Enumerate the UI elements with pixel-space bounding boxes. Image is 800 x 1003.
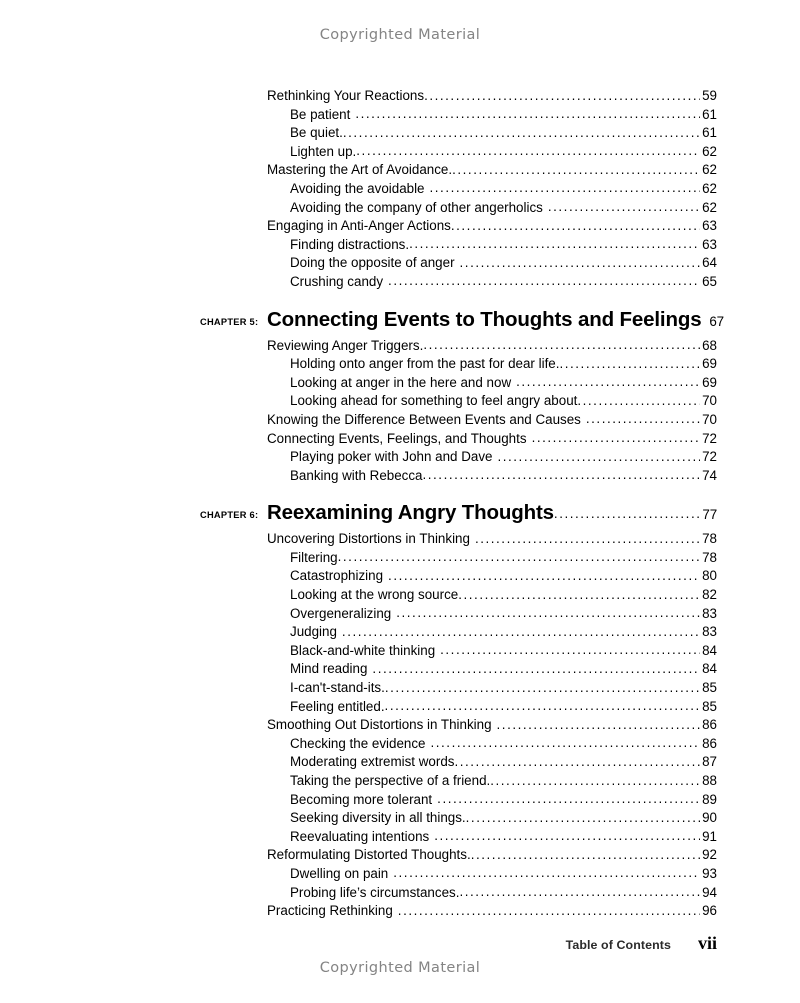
toc-entry — [267, 531, 717, 546]
toc-page-number: 78 — [702, 531, 717, 547]
toc-entry-label: Banking with Rebecca — [290, 467, 423, 483]
toc-entry — [290, 274, 717, 289]
section-spacer — [200, 486, 717, 501]
toc-entry — [290, 866, 717, 881]
toc-entry-label: Reformulating Distorted Thoughts. — [267, 847, 471, 863]
toc-entry-row[interactable] — [200, 773, 717, 792]
toc-entry-row[interactable] — [200, 393, 717, 412]
chapter-number-label: CHAPTER 5: — [200, 316, 259, 327]
toc-page-number: 86 — [702, 717, 717, 733]
toc-entry-row[interactable] — [200, 829, 717, 848]
page-footer — [200, 933, 717, 954]
toc-entry-label: Black-and-white thinking — [290, 642, 436, 658]
toc-page-number: 78 — [702, 549, 717, 565]
toc-entry-label: Looking at anger in the here and now — [290, 374, 512, 390]
toc-page-number: 62 — [702, 162, 717, 178]
toc-entry-label: Checking the evidence — [290, 735, 426, 751]
toc-entry — [290, 107, 717, 122]
toc-entry-row[interactable] — [200, 624, 717, 643]
dot-leader — [356, 143, 699, 158]
toc-entry — [290, 255, 717, 270]
chapter-number-label: CHAPTER 6: — [200, 510, 259, 521]
toc-entry-label: Doing the opposite of anger — [290, 255, 455, 271]
toc-entry — [290, 200, 717, 215]
toc-entry-row[interactable] — [200, 255, 717, 274]
dot-leader — [459, 884, 699, 899]
dot-leader — [398, 903, 700, 918]
toc-entry-row[interactable] — [200, 606, 717, 625]
toc-entry — [290, 736, 717, 751]
toc-page-number: 67 — [709, 313, 724, 329]
toc-entry-row[interactable] — [200, 531, 717, 550]
toc-page-number: 62 — [702, 199, 717, 215]
toc-page-number: 85 — [702, 680, 717, 696]
toc-page-number: 63 — [702, 218, 717, 234]
dot-leader — [342, 624, 700, 639]
toc-entry-label: Looking ahead for something to feel angry about — [290, 393, 578, 409]
section-spacer — [200, 293, 717, 308]
dot-leader — [454, 754, 699, 769]
toc-entry-row[interactable] — [200, 431, 717, 450]
toc-entry-label: Holding onto anger from the past for dear life. — [290, 356, 560, 372]
toc-entry-row[interactable] — [200, 88, 717, 107]
dot-leader — [385, 680, 700, 695]
toc-page-number: 74 — [702, 467, 717, 483]
toc-entry-label: Playing poker with John and Dave — [290, 449, 493, 465]
toc-page-number: 83 — [702, 624, 717, 640]
dot-leader — [497, 717, 700, 732]
toc-page-number: 68 — [702, 337, 717, 353]
dot-leader — [548, 199, 700, 214]
toc-entry — [290, 606, 717, 621]
dot-leader — [434, 828, 699, 843]
toc-entry-row[interactable] — [200, 412, 717, 431]
toc-entry-label: Lighten up. — [290, 143, 357, 159]
toc-entry-label: Becoming more tolerant — [290, 791, 433, 807]
toc-entry-row[interactable] — [200, 125, 717, 144]
dot-leader — [516, 374, 699, 389]
toc-entry-label: Be quiet. — [290, 125, 343, 141]
toc-page-number: 70 — [702, 411, 717, 427]
footer-page-number: vii — [697, 933, 717, 953]
dot-leader — [451, 218, 700, 233]
dot-leader — [559, 356, 699, 371]
toc-entry — [290, 624, 717, 639]
toc-entry — [290, 661, 717, 676]
toc-entry — [267, 717, 717, 732]
toc-entry-row[interactable] — [200, 568, 717, 587]
toc-entry-row[interactable] — [200, 754, 717, 773]
toc-entry-label: Moderating extremist words — [290, 754, 455, 770]
toc-page-number: 96 — [702, 903, 717, 919]
dot-leader — [430, 180, 700, 195]
dot-leader — [430, 735, 699, 750]
toc-entry — [290, 181, 717, 196]
dot-leader — [355, 106, 699, 121]
toc-entry-label: Avoiding the avoidable — [290, 180, 425, 196]
toc-page-number: 89 — [702, 791, 717, 807]
toc-entry-label: Avoiding the company of other angerholics — [290, 199, 543, 215]
toc-entry — [290, 754, 717, 769]
toc-entry — [290, 237, 717, 252]
toc-page-number: 62 — [702, 143, 717, 159]
toc-entry-label: Engaging in Anti-Anger Actions — [267, 218, 451, 234]
toc-page-number: 83 — [702, 605, 717, 621]
toc-page-number: 61 — [702, 125, 717, 141]
toc-chapter-row[interactable] — [200, 307, 724, 338]
toc-entry-row[interactable] — [200, 218, 717, 237]
toc-entry-label: Reviewing Anger Triggers. — [267, 337, 424, 353]
toc-entry-row[interactable] — [200, 144, 717, 163]
dot-leader — [396, 605, 699, 620]
toc-page-number: 72 — [702, 449, 717, 465]
toc-entry-row[interactable] — [200, 375, 717, 394]
toc-page-number: 59 — [702, 88, 717, 103]
toc-page-number: 63 — [702, 236, 717, 252]
toc-entry — [267, 412, 717, 427]
toc-entry-label: Practicing Rethinking — [267, 903, 393, 919]
toc-entry — [290, 468, 717, 483]
dot-leader — [385, 698, 700, 713]
toc-entry — [267, 307, 724, 332]
toc-entry-label: Connecting Events, Feelings, and Thoughts — [267, 430, 527, 446]
toc-entry-row[interactable] — [200, 200, 717, 219]
dot-leader — [497, 449, 699, 464]
toc-entry-row[interactable] — [200, 847, 717, 866]
toc-entry-label: Feeling entitled. — [290, 698, 385, 714]
toc-entry — [290, 144, 717, 159]
dot-leader — [409, 236, 699, 251]
toc-entry — [290, 568, 717, 583]
toc-page-number: 77 — [702, 507, 717, 523]
dot-leader — [338, 549, 700, 564]
toc-entry — [290, 587, 717, 602]
toc-page-number: 69 — [702, 356, 717, 372]
toc-entry — [267, 338, 717, 353]
toc-page-number: 85 — [702, 698, 717, 714]
toc-page-number: 62 — [702, 180, 717, 196]
dot-leader — [440, 642, 699, 657]
toc-entry-row[interactable] — [200, 736, 717, 755]
toc-entry-row[interactable] — [200, 587, 717, 606]
dot-leader — [372, 661, 699, 676]
dot-leader — [343, 125, 700, 140]
toc-page-number: 86 — [702, 735, 717, 751]
toc-page-number: 90 — [702, 810, 717, 826]
toc-entry-label: Uncovering Distortions in Thinking — [267, 531, 470, 547]
toc-entry — [267, 847, 717, 862]
toc-page-number: 82 — [702, 587, 717, 603]
toc-entry — [290, 550, 717, 565]
toc-entry — [290, 885, 717, 900]
chapter-title: Connecting Events to Thoughts and Feelings — [267, 307, 702, 331]
dot-leader — [424, 88, 699, 103]
dot-leader — [466, 810, 700, 825]
toc-entry — [290, 773, 717, 788]
toc-entry-row[interactable] — [200, 468, 717, 487]
toc-page-number: 92 — [702, 847, 717, 863]
toc-entry-row[interactable] — [200, 661, 717, 680]
dot-leader — [423, 337, 699, 352]
toc-entry-label: Taking the perspective of a friend. — [290, 773, 491, 788]
toc-entry-label: Smoothing Out Distortions in Thinking — [267, 717, 492, 733]
toc-page-number: 65 — [702, 273, 717, 289]
dot-leader — [437, 791, 699, 806]
dot-leader — [475, 531, 700, 546]
dot-leader — [471, 847, 700, 862]
toc-entry-row[interactable] — [200, 550, 717, 569]
dot-leader — [586, 411, 700, 426]
toc-entry-label: Looking at the wrong source — [290, 587, 459, 603]
toc-entry-row[interactable] — [200, 338, 717, 357]
toc-page-number: 70 — [702, 393, 717, 409]
toc-entry — [290, 810, 717, 825]
dot-leader — [452, 162, 699, 177]
toc-entry-label: Finding distractions. — [290, 236, 410, 252]
toc-entry — [290, 699, 717, 714]
toc-page-number: 84 — [702, 661, 717, 677]
dot-leader — [423, 467, 700, 482]
toc-entry — [290, 125, 717, 140]
toc-page-number: 94 — [702, 884, 717, 900]
toc-entry — [267, 903, 717, 918]
toc-entry — [267, 218, 717, 233]
toc-page-number: 64 — [702, 255, 717, 271]
toc-entry-row[interactable] — [200, 717, 717, 736]
toc-entry-row[interactable] — [200, 903, 717, 922]
toc-page-number: 87 — [702, 754, 717, 770]
toc-entry-label: Probing life’s circumstances. — [290, 884, 460, 900]
toc-entry — [290, 393, 717, 408]
toc-entry-label: Judging — [290, 624, 337, 640]
toc-entry — [267, 501, 717, 525]
toc-entry — [290, 375, 717, 390]
copyrighted-material-watermark-bottom: Copyrighted Material — [319, 960, 481, 976]
dot-leader — [490, 773, 699, 788]
toc-entry-label: Catastrophizing — [290, 568, 384, 584]
toc-entry — [290, 449, 717, 464]
table-of-contents-list — [200, 88, 724, 922]
toc-entry — [267, 162, 717, 177]
toc-entry-row[interactable] — [200, 643, 717, 662]
toc-page-number: 93 — [702, 865, 717, 881]
toc-entry-row[interactable] — [200, 810, 717, 829]
footer-running-head: Table of Contents — [565, 938, 671, 952]
toc-entry-row[interactable] — [200, 680, 717, 699]
dot-leader — [393, 865, 699, 880]
toc-entry-label: Crushing candy — [290, 273, 384, 289]
toc-entry — [290, 680, 717, 695]
toc-page-number: 80 — [702, 568, 717, 584]
toc-entry-row[interactable] — [200, 162, 717, 181]
toc-entry-label: Mind reading — [290, 661, 368, 677]
toc-entry — [290, 792, 717, 807]
toc-entry-label: Filtering — [290, 549, 338, 565]
dot-leader — [388, 273, 699, 288]
toc-page-number: 91 — [702, 828, 717, 844]
toc-entry-row[interactable] — [200, 699, 717, 718]
toc-page-number: 88 — [702, 773, 717, 788]
toc-entry-row[interactable] — [200, 356, 717, 375]
toc-page-number: 69 — [702, 374, 717, 390]
toc-entry — [290, 829, 717, 844]
toc-page-number: 72 — [702, 430, 717, 446]
toc-entry-row[interactable] — [200, 866, 717, 885]
toc-entry-row[interactable] — [200, 885, 717, 904]
toc-entry-label: I-can't-stand-its. — [290, 680, 385, 696]
toc-entry-label: Dwelling on pain — [290, 865, 389, 881]
copyrighted-material-watermark-top: Copyrighted Material — [319, 27, 481, 43]
dot-leader — [554, 506, 700, 521]
toc-entry-label: Rethinking Your Reactions — [267, 88, 425, 103]
toc-entry-label: Reevaluating intentions — [290, 828, 430, 844]
toc-entry — [290, 643, 717, 658]
toc-entry-row[interactable] — [200, 449, 717, 468]
toc-entry-row[interactable] — [200, 237, 717, 256]
toc-entry-label: Knowing the Difference Between Events and Causes — [267, 411, 581, 427]
dot-leader — [532, 430, 700, 445]
dot-leader — [460, 255, 700, 270]
toc-page-number: 84 — [702, 642, 717, 658]
toc-page-number: 61 — [702, 106, 717, 122]
toc-entry — [290, 356, 717, 371]
dot-leader — [388, 568, 699, 583]
toc-entry-row[interactable] — [200, 792, 717, 811]
toc-entry-label: Overgeneralizing — [290, 605, 392, 621]
toc-entry-label: Be patient — [290, 106, 351, 122]
toc-entry-row[interactable] — [200, 107, 717, 126]
dot-leader — [458, 587, 699, 602]
toc-entry — [267, 88, 717, 103]
dot-leader — [577, 393, 699, 408]
toc-entry — [267, 431, 717, 446]
chapter-title: Reexamining Angry Thoughts — [267, 501, 554, 525]
toc-entry-row[interactable] — [200, 181, 717, 200]
toc-entry-label: Mastering the Art of Avoidance. — [267, 162, 453, 178]
toc-chapter-row[interactable] — [200, 501, 717, 531]
toc-entry-row[interactable] — [200, 274, 717, 293]
toc-entry-label: Seeking diversity in all things. — [290, 810, 466, 826]
